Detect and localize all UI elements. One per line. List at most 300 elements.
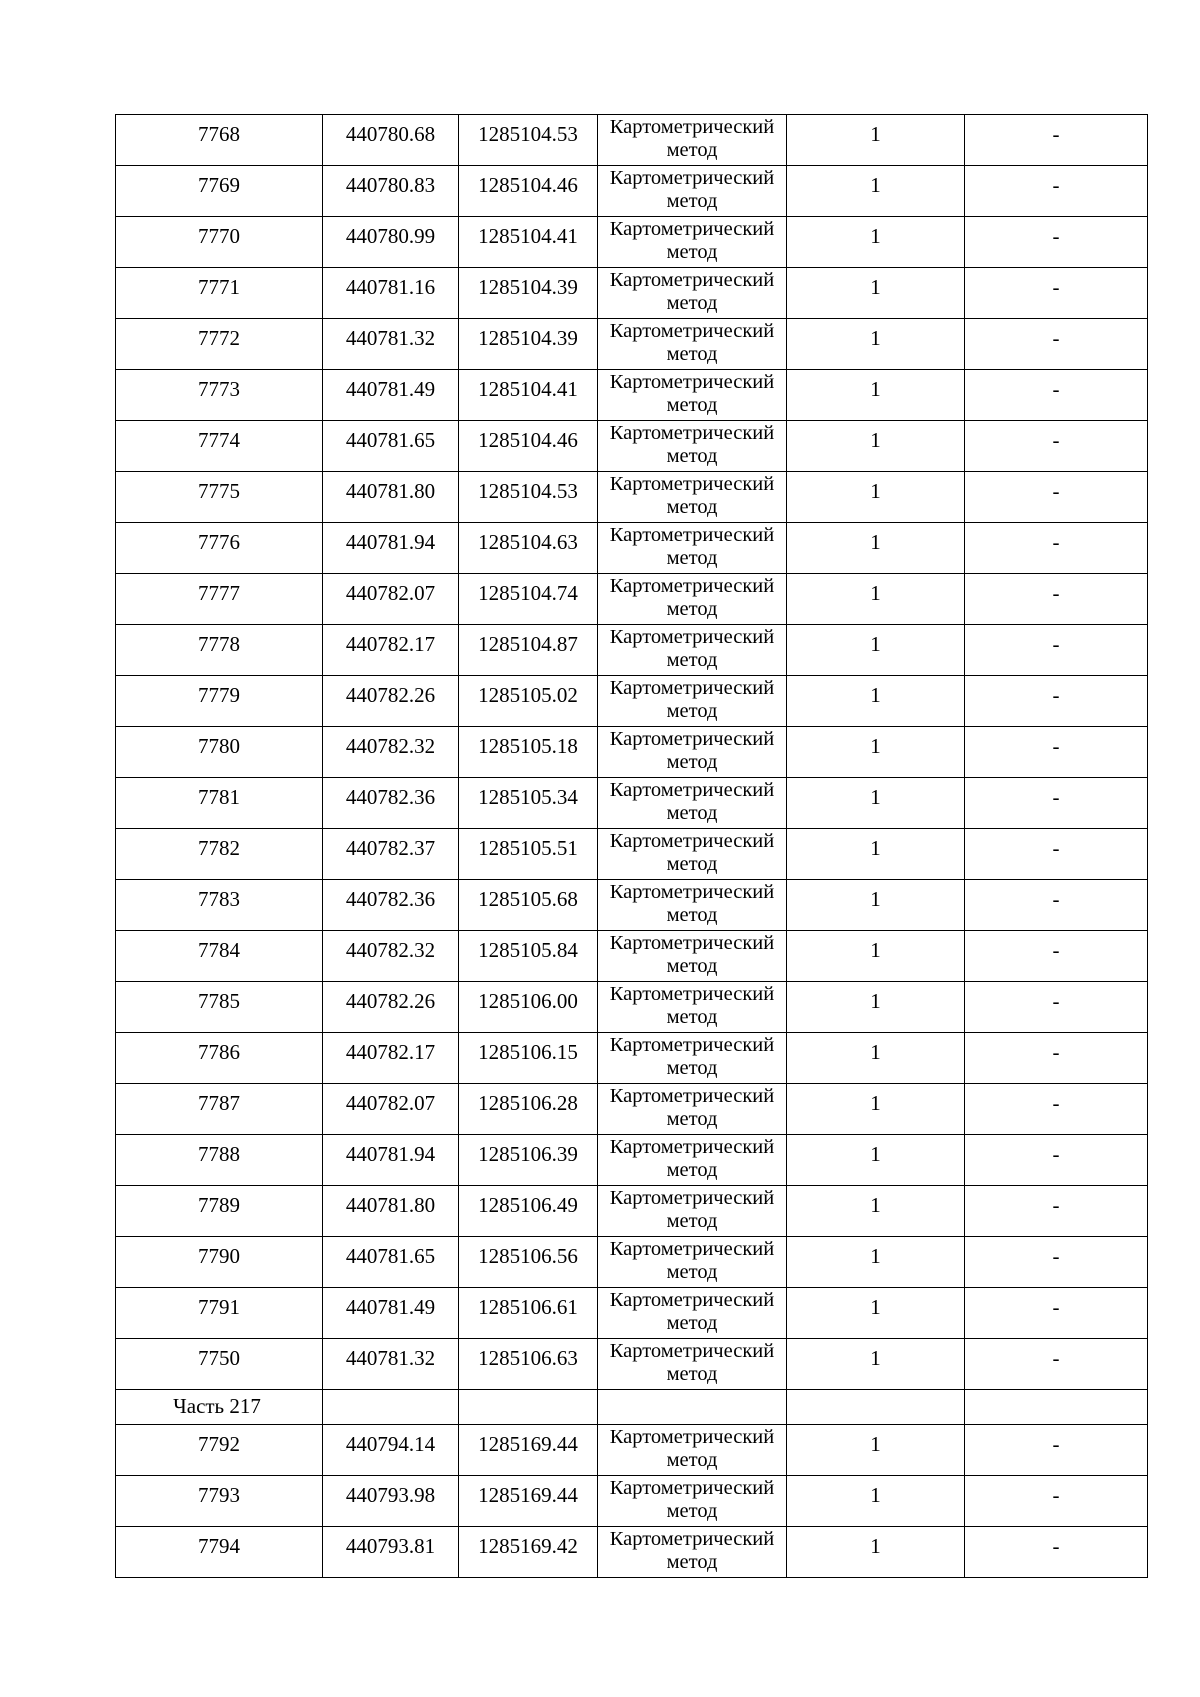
- method-line-1: Картометрический: [609, 422, 775, 444]
- method-line-1: Картометрический: [609, 371, 775, 393]
- x-coordinate-cell-text: 440793.98: [345, 1483, 436, 1507]
- accuracy-cell: [787, 115, 965, 166]
- method-cell: [598, 1186, 787, 1237]
- x-coordinate-cell: [323, 268, 459, 319]
- note-cell: [965, 676, 1148, 727]
- point-id-cell: [116, 829, 323, 880]
- method-line-2: метод: [666, 802, 718, 824]
- table-row: [116, 829, 1148, 880]
- table-body: [116, 115, 1148, 1578]
- y-coordinate-cell: [459, 370, 598, 421]
- method-line-2: метод: [666, 955, 718, 977]
- method-line-2: метод: [666, 1449, 718, 1471]
- x-coordinate-cell-text: 440782.07: [345, 581, 436, 605]
- note-cell-text: -: [1052, 530, 1060, 554]
- empty-cell: [459, 1390, 598, 1425]
- note-cell: [965, 166, 1148, 217]
- x-coordinate-cell-text: 440781.80: [345, 1193, 436, 1217]
- method-line-1: Картометрический: [609, 728, 775, 750]
- y-coordinate-cell: [459, 880, 598, 931]
- note-cell-text: -: [1052, 1040, 1060, 1064]
- method-line-2: метод: [666, 598, 718, 620]
- point-id-cell: [116, 166, 323, 217]
- y-coordinate-cell: [459, 778, 598, 829]
- method-line-2: метод: [666, 1363, 718, 1385]
- accuracy-cell-text: 1: [870, 479, 881, 503]
- x-coordinate-cell-text: 440782.32: [345, 734, 436, 758]
- x-coordinate-cell: [323, 1084, 459, 1135]
- method-line-1: Картометрический: [609, 881, 775, 903]
- part-header-row: [116, 1390, 1148, 1425]
- note-cell: [965, 523, 1148, 574]
- note-cell-text: -: [1052, 989, 1060, 1013]
- x-coordinate-cell: [323, 778, 459, 829]
- x-coordinate-cell: [323, 727, 459, 778]
- x-coordinate-cell: [323, 1425, 459, 1476]
- note-cell-text: -: [1052, 122, 1060, 146]
- point-id-cell: [116, 217, 323, 268]
- method-line-1: Картометрический: [609, 1238, 775, 1260]
- method-cell: [598, 1084, 787, 1135]
- x-coordinate-cell-text: 440781.49: [345, 377, 436, 401]
- table-row: [116, 676, 1148, 727]
- method-line-2: метод: [666, 241, 718, 263]
- point-id-cell-text: 7793: [198, 1483, 240, 1507]
- note-cell: [965, 625, 1148, 676]
- x-coordinate-cell-text: 440781.65: [345, 1244, 436, 1268]
- y-coordinate-cell-text: 1285104.39: [478, 275, 578, 299]
- x-coordinate-cell-text: 440780.83: [345, 173, 436, 197]
- point-id-cell: [116, 982, 323, 1033]
- empty-cell: [965, 1390, 1148, 1425]
- accuracy-cell: [787, 1237, 965, 1288]
- method-line-2: метод: [666, 1108, 718, 1130]
- method-cell: [598, 1339, 787, 1390]
- accuracy-cell: [787, 370, 965, 421]
- table-row: [116, 421, 1148, 472]
- note-cell-text: -: [1052, 224, 1060, 248]
- x-coordinate-cell: [323, 880, 459, 931]
- y-coordinate-cell: [459, 1237, 598, 1288]
- table-row: [116, 1033, 1148, 1084]
- method-line-1: Картометрический: [609, 269, 775, 291]
- y-coordinate-cell-text: 1285106.56: [478, 1244, 578, 1268]
- x-coordinate-cell-text: 440782.17: [345, 1040, 436, 1064]
- method-line-1: Картометрический: [609, 1528, 775, 1550]
- accuracy-cell-text: 1: [870, 1295, 881, 1319]
- method-line-2: метод: [666, 649, 718, 671]
- method-line-1: Картометрический: [609, 1477, 775, 1499]
- method-line-2: метод: [666, 1261, 718, 1283]
- point-id-cell-text: 7781: [198, 785, 240, 809]
- method-cell: [598, 166, 787, 217]
- point-id-cell: [116, 778, 323, 829]
- accuracy-cell: [787, 727, 965, 778]
- note-cell: [965, 1527, 1148, 1578]
- x-coordinate-cell-text: 440781.49: [345, 1295, 436, 1319]
- method-cell: [598, 676, 787, 727]
- note-cell: [965, 217, 1148, 268]
- method-cell: [598, 1476, 787, 1527]
- y-coordinate-cell-text: 1285104.87: [478, 632, 578, 656]
- point-id-cell: [116, 880, 323, 931]
- point-id-cell-text: 7771: [198, 275, 240, 299]
- note-cell-text: -: [1052, 1193, 1060, 1217]
- note-cell-text: -: [1052, 734, 1060, 758]
- accuracy-cell: [787, 1084, 965, 1135]
- method-cell: [598, 1425, 787, 1476]
- x-coordinate-cell-text: 440782.37: [345, 836, 436, 860]
- note-cell: [965, 1186, 1148, 1237]
- x-coordinate-cell: [323, 1135, 459, 1186]
- x-coordinate-cell-text: 440782.36: [345, 887, 436, 911]
- x-coordinate-cell-text: 440781.32: [345, 326, 436, 350]
- note-cell-text: -: [1052, 1142, 1060, 1166]
- table-row: [116, 778, 1148, 829]
- x-coordinate-cell: [323, 676, 459, 727]
- method-line-2: метод: [666, 1500, 718, 1522]
- note-cell: [965, 1339, 1148, 1390]
- note-cell: [965, 1476, 1148, 1527]
- y-coordinate-cell: [459, 217, 598, 268]
- table-row: [116, 1288, 1148, 1339]
- point-id-cell-text: 7774: [198, 428, 240, 452]
- accuracy-cell-text: 1: [870, 1346, 881, 1370]
- method-line-2: метод: [666, 445, 718, 467]
- method-line-1: Картометрический: [609, 779, 775, 801]
- y-coordinate-cell: [459, 574, 598, 625]
- x-coordinate-cell: [323, 523, 459, 574]
- table-row: [116, 880, 1148, 931]
- y-coordinate-cell-text: 1285105.51: [478, 836, 578, 860]
- table-row: [116, 472, 1148, 523]
- y-coordinate-cell: [459, 1135, 598, 1186]
- note-cell: [965, 727, 1148, 778]
- note-cell-text: -: [1052, 1346, 1060, 1370]
- note-cell: [965, 1084, 1148, 1135]
- accuracy-cell: [787, 880, 965, 931]
- accuracy-cell-text: 1: [870, 989, 881, 1013]
- accuracy-cell-text: 1: [870, 1432, 881, 1456]
- note-cell-text: -: [1052, 938, 1060, 962]
- point-id-cell: [116, 1425, 323, 1476]
- accuracy-cell: [787, 421, 965, 472]
- x-coordinate-cell: [323, 217, 459, 268]
- method-line-1: Картометрический: [609, 983, 775, 1005]
- accuracy-cell-text: 1: [870, 683, 881, 707]
- method-cell: [598, 472, 787, 523]
- accuracy-cell-text: 1: [870, 785, 881, 809]
- point-id-cell-text: 7792: [198, 1432, 240, 1456]
- point-id-cell-text: 7769: [198, 173, 240, 197]
- accuracy-cell-text: 1: [870, 530, 881, 554]
- x-coordinate-cell-text: 440781.32: [345, 1346, 436, 1370]
- accuracy-cell-text: 1: [870, 224, 881, 248]
- method-line-1: Картометрический: [609, 1340, 775, 1362]
- y-coordinate-cell: [459, 727, 598, 778]
- table-row: [116, 1084, 1148, 1135]
- y-coordinate-cell: [459, 1084, 598, 1135]
- x-coordinate-cell: [323, 829, 459, 880]
- note-cell: [965, 115, 1148, 166]
- y-coordinate-cell: [459, 421, 598, 472]
- x-coordinate-cell-text: 440781.94: [345, 530, 436, 554]
- method-line-2: метод: [666, 1551, 718, 1573]
- note-cell: [965, 1425, 1148, 1476]
- y-coordinate-cell-text: 1285106.39: [478, 1142, 578, 1166]
- method-line-1: Картометрический: [609, 320, 775, 342]
- accuracy-cell-text: 1: [870, 1534, 881, 1558]
- method-line-1: Картометрический: [609, 932, 775, 954]
- table-row: [116, 931, 1148, 982]
- accuracy-cell-text: 1: [870, 938, 881, 962]
- x-coordinate-cell-text: 440782.36: [345, 785, 436, 809]
- point-id-cell-text: 7775: [198, 479, 240, 503]
- accuracy-cell-text: 1: [870, 1483, 881, 1507]
- table-row: [116, 1186, 1148, 1237]
- accuracy-cell: [787, 982, 965, 1033]
- y-coordinate-cell-text: 1285105.84: [478, 938, 578, 962]
- y-coordinate-cell-text: 1285104.46: [478, 428, 578, 452]
- table-row: [116, 1135, 1148, 1186]
- x-coordinate-cell: [323, 1186, 459, 1237]
- point-id-cell-text: 7787: [198, 1091, 240, 1115]
- point-id-cell: [116, 1237, 323, 1288]
- method-line-1: Картометрический: [609, 1136, 775, 1158]
- method-line-2: метод: [666, 700, 718, 722]
- point-id-cell: [116, 676, 323, 727]
- point-id-cell: [116, 1186, 323, 1237]
- y-coordinate-cell-text: 1285104.74: [478, 581, 578, 605]
- y-coordinate-cell-text: 1285105.68: [478, 887, 578, 911]
- method-line-2: метод: [666, 1159, 718, 1181]
- method-cell: [598, 1135, 787, 1186]
- method-cell: [598, 268, 787, 319]
- accuracy-cell: [787, 1527, 965, 1578]
- y-coordinate-cell-text: 1285105.34: [478, 785, 578, 809]
- point-id-cell-text: 7794: [198, 1534, 240, 1558]
- point-id-cell: [116, 727, 323, 778]
- x-coordinate-cell-text: 440782.17: [345, 632, 436, 656]
- method-cell: [598, 1527, 787, 1578]
- y-coordinate-cell: [459, 1425, 598, 1476]
- method-line-1: Картометрический: [609, 830, 775, 852]
- method-cell: [598, 982, 787, 1033]
- note-cell: [965, 1135, 1148, 1186]
- table-row: [116, 319, 1148, 370]
- point-id-cell: [116, 1527, 323, 1578]
- point-id-cell-text: 7783: [198, 887, 240, 911]
- y-coordinate-cell-text: 1285104.53: [478, 479, 578, 503]
- accuracy-cell-text: 1: [870, 581, 881, 605]
- part-label-cell-text: Часть 217: [173, 1394, 261, 1418]
- method-cell: [598, 574, 787, 625]
- point-id-cell-text: 7776: [198, 530, 240, 554]
- empty-cell: [787, 1390, 965, 1425]
- accuracy-cell: [787, 829, 965, 880]
- y-coordinate-cell-text: 1285169.42: [478, 1534, 578, 1558]
- method-line-2: метод: [666, 190, 718, 212]
- method-line-1: Картометрический: [609, 116, 775, 138]
- accuracy-cell: [787, 574, 965, 625]
- x-coordinate-cell-text: 440781.16: [345, 275, 436, 299]
- method-cell: [598, 931, 787, 982]
- method-cell: [598, 880, 787, 931]
- note-cell-text: -: [1052, 479, 1060, 503]
- point-id-cell: [116, 1135, 323, 1186]
- accuracy-cell: [787, 1425, 965, 1476]
- method-line-1: Картометрический: [609, 575, 775, 597]
- accuracy-cell: [787, 676, 965, 727]
- y-coordinate-cell: [459, 1288, 598, 1339]
- accuracy-cell-text: 1: [870, 632, 881, 656]
- accuracy-cell-text: 1: [870, 173, 881, 197]
- y-coordinate-cell: [459, 982, 598, 1033]
- x-coordinate-cell: [323, 1527, 459, 1578]
- point-id-cell-text: 7784: [198, 938, 240, 962]
- x-coordinate-cell: [323, 421, 459, 472]
- method-cell: [598, 778, 787, 829]
- accuracy-cell: [787, 1186, 965, 1237]
- point-id-cell-text: 7750: [198, 1346, 240, 1370]
- accuracy-cell: [787, 1339, 965, 1390]
- point-id-cell: [116, 115, 323, 166]
- x-coordinate-cell-text: 440794.14: [345, 1432, 436, 1456]
- x-coordinate-cell-text: 440781.65: [345, 428, 436, 452]
- accuracy-cell: [787, 268, 965, 319]
- note-cell: [965, 829, 1148, 880]
- y-coordinate-cell: [459, 1186, 598, 1237]
- y-coordinate-cell: [459, 115, 598, 166]
- note-cell-text: -: [1052, 581, 1060, 605]
- y-coordinate-cell-text: 1285106.49: [478, 1193, 578, 1217]
- method-line-2: метод: [666, 904, 718, 926]
- point-id-cell-text: 7789: [198, 1193, 240, 1217]
- point-id-cell: [116, 1339, 323, 1390]
- method-cell: [598, 1288, 787, 1339]
- y-coordinate-cell-text: 1285105.18: [478, 734, 578, 758]
- point-id-cell-text: 7773: [198, 377, 240, 401]
- note-cell-text: -: [1052, 836, 1060, 860]
- y-coordinate-cell-text: 1285106.63: [478, 1346, 578, 1370]
- y-coordinate-cell: [459, 472, 598, 523]
- method-line-1: Картометрический: [609, 524, 775, 546]
- method-cell: [598, 370, 787, 421]
- x-coordinate-cell: [323, 370, 459, 421]
- y-coordinate-cell-text: 1285104.46: [478, 173, 578, 197]
- method-line-2: метод: [666, 1057, 718, 1079]
- accuracy-cell: [787, 217, 965, 268]
- method-line-2: метод: [666, 394, 718, 416]
- part-label-cell: [116, 1390, 323, 1425]
- table-row: [116, 727, 1148, 778]
- table-row: [116, 1527, 1148, 1578]
- y-coordinate-cell-text: 1285104.39: [478, 326, 578, 350]
- x-coordinate-cell: [323, 319, 459, 370]
- table-row: [116, 1425, 1148, 1476]
- method-line-1: Картометрический: [609, 1426, 775, 1448]
- point-id-cell-text: 7777: [198, 581, 240, 605]
- y-coordinate-cell: [459, 829, 598, 880]
- point-id-cell: [116, 421, 323, 472]
- method-line-2: метод: [666, 139, 718, 161]
- note-cell-text: -: [1052, 887, 1060, 911]
- x-coordinate-cell: [323, 1237, 459, 1288]
- x-coordinate-cell-text: 440782.26: [345, 989, 436, 1013]
- y-coordinate-cell-text: 1285104.41: [478, 377, 578, 401]
- point-id-cell-text: 7791: [198, 1295, 240, 1319]
- method-line-1: Картометрический: [609, 1085, 775, 1107]
- accuracy-cell: [787, 1288, 965, 1339]
- note-cell: [965, 880, 1148, 931]
- point-id-cell-text: 7772: [198, 326, 240, 350]
- point-id-cell-text: 7779: [198, 683, 240, 707]
- method-line-2: метод: [666, 343, 718, 365]
- note-cell: [965, 1033, 1148, 1084]
- accuracy-cell: [787, 1476, 965, 1527]
- y-coordinate-cell: [459, 931, 598, 982]
- y-coordinate-cell: [459, 319, 598, 370]
- accuracy-cell-text: 1: [870, 1244, 881, 1268]
- table-row: [116, 115, 1148, 166]
- y-coordinate-cell-text: 1285104.53: [478, 122, 578, 146]
- accuracy-cell: [787, 319, 965, 370]
- table-row: [116, 1476, 1148, 1527]
- point-id-cell-text: 7782: [198, 836, 240, 860]
- x-coordinate-cell: [323, 982, 459, 1033]
- note-cell: [965, 472, 1148, 523]
- y-coordinate-cell-text: 1285105.02: [478, 683, 578, 707]
- y-coordinate-cell-text: 1285169.44: [478, 1483, 578, 1507]
- x-coordinate-cell: [323, 574, 459, 625]
- accuracy-cell: [787, 166, 965, 217]
- y-coordinate-cell: [459, 676, 598, 727]
- table-row: [116, 523, 1148, 574]
- x-coordinate-cell-text: 440782.26: [345, 683, 436, 707]
- method-line-1: Картометрический: [609, 473, 775, 495]
- accuracy-cell: [787, 523, 965, 574]
- method-line-1: Картометрический: [609, 626, 775, 648]
- table-row: [116, 982, 1148, 1033]
- note-cell-text: -: [1052, 632, 1060, 656]
- note-cell-text: -: [1052, 428, 1060, 452]
- note-cell: [965, 268, 1148, 319]
- point-id-cell: [116, 472, 323, 523]
- point-id-cell: [116, 1288, 323, 1339]
- x-coordinate-cell-text: 440780.68: [345, 122, 436, 146]
- accuracy-cell-text: 1: [870, 275, 881, 299]
- method-cell: [598, 217, 787, 268]
- note-cell-text: -: [1052, 377, 1060, 401]
- accuracy-cell-text: 1: [870, 326, 881, 350]
- note-cell-text: -: [1052, 326, 1060, 350]
- accuracy-cell: [787, 778, 965, 829]
- y-coordinate-cell: [459, 625, 598, 676]
- method-line-2: метод: [666, 1210, 718, 1232]
- point-id-cell: [116, 625, 323, 676]
- note-cell: [965, 1237, 1148, 1288]
- note-cell-text: -: [1052, 173, 1060, 197]
- empty-cell: [323, 1390, 459, 1425]
- y-coordinate-cell: [459, 1033, 598, 1084]
- point-id-cell-text: 7770: [198, 224, 240, 248]
- x-coordinate-cell-text: 440780.99: [345, 224, 436, 248]
- method-cell: [598, 523, 787, 574]
- note-cell-text: -: [1052, 1091, 1060, 1115]
- accuracy-cell-text: 1: [870, 1040, 881, 1064]
- method-line-2: метод: [666, 1312, 718, 1334]
- accuracy-cell-text: 1: [870, 428, 881, 452]
